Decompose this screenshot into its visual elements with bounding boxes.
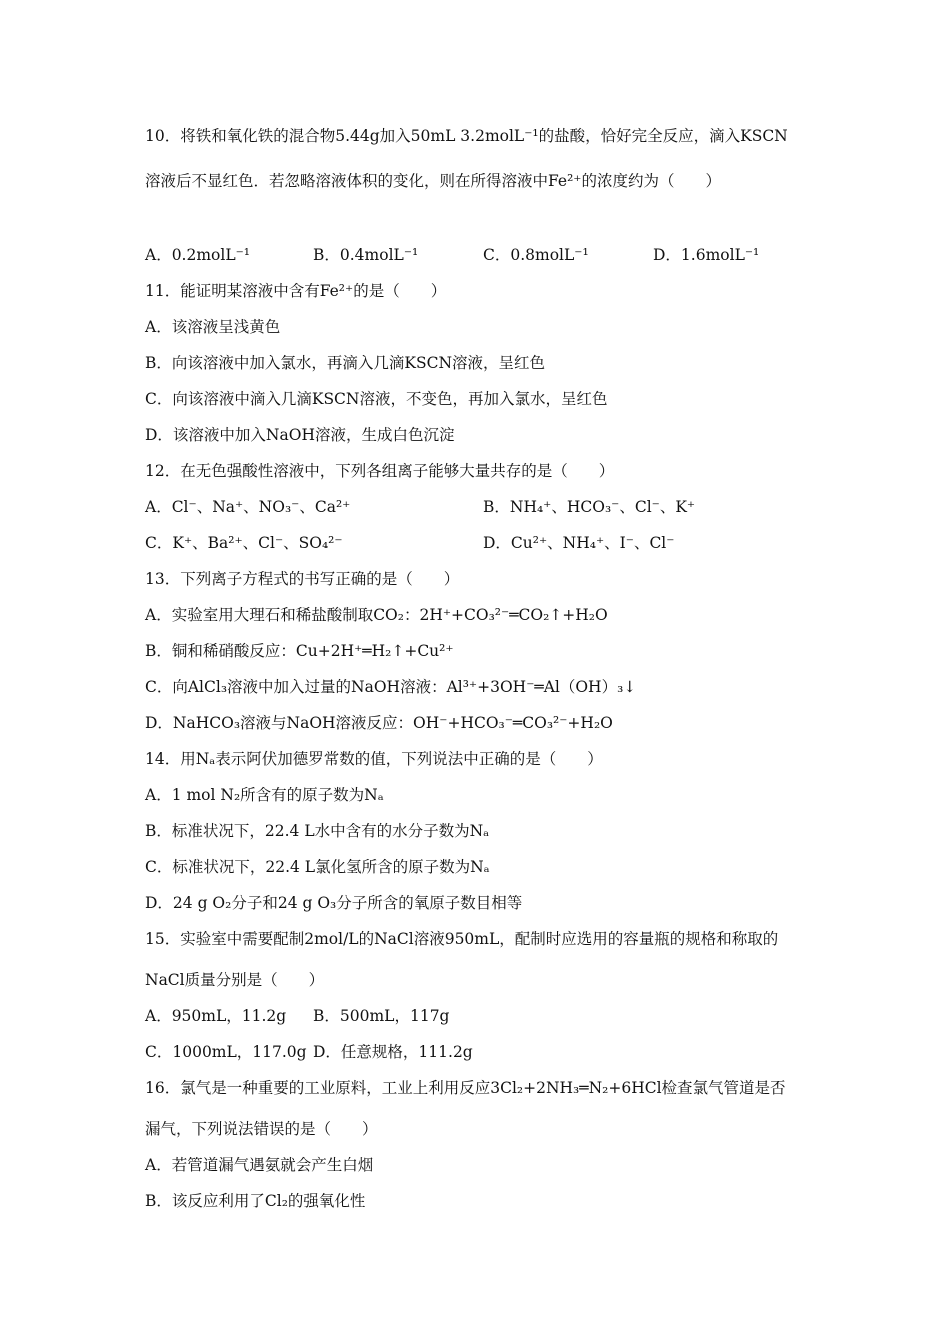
q16-stem-line1: 16．氯气是一种重要的工业原料，工业上利用反应3Cl₂+2NH₃═N₂+6HCl检查氯气管道是否 [145, 1079, 786, 1097]
q10-stem-line1: 10．将铁和氧化铁的混合物5.44g加入50mL 3.2molL⁻¹的盐酸，恰好完全反应，滴入KSCN [145, 127, 788, 145]
q15-option-c: C．1000mL，117.0g [145, 1043, 307, 1061]
q15-stem-line2: NaCl质量分别是（ ） [145, 971, 325, 989]
q16-stem-line2: 漏气，下列说法错误的是（ ） [145, 1120, 378, 1138]
q16-option-b: B．该反应利用了Cl₂的强氧化性 [145, 1192, 366, 1210]
q10-option-d: D．1.6molL⁻¹ [653, 246, 760, 264]
q11-stem: 11．能证明某溶液中含有Fe²⁺的是（ ） [145, 282, 447, 300]
q10-option-b: B．0.4molL⁻¹ [313, 246, 419, 264]
q14-option-a: A．1 mol N₂所含有的原子数为Nₐ [145, 786, 384, 804]
q16-option-a: A．若管道漏气遇氨就会产生白烟 [145, 1156, 374, 1174]
q12-stem: 12．在无色强酸性溶液中，下列各组离子能够大量共存的是（ ） [145, 462, 615, 480]
q10-option-c: C．0.8molL⁻¹ [483, 246, 589, 264]
q11-option-c: C．向该溶液中滴入几滴KSCN溶液，不变色，再加入氯水，呈红色 [145, 390, 608, 408]
q13-option-d: D．NaHCO₃溶液与NaOH溶液反应：OH⁻+HCO₃⁻═CO₃²⁻+H₂O [145, 714, 613, 732]
q13-option-a: A．实验室用大理石和稀盐酸制取CO₂：2H⁺+CO₃²⁻═CO₂↑+H₂O [145, 606, 608, 624]
q15-stem-line1: 15．实验室中需要配制2mol/L的NaCl溶液950mL，配制时应选用的容量瓶的规格和称取的 [145, 930, 779, 948]
q12-option-c: C．K⁺、Ba²⁺、Cl⁻、SO₄²⁻ [145, 534, 343, 552]
q13-stem: 13．下列离子方程式的书写正确的是（ ） [145, 570, 460, 588]
q11-option-d: D．该溶液中加入NaOH溶液，生成白色沉淀 [145, 426, 455, 444]
q12-option-d: D．Cu²⁺、NH₄⁺、I⁻、Cl⁻ [483, 534, 675, 552]
q14-option-d: D．24 g O₂分子和24 g O₃分子所含的氧原子数目相等 [145, 894, 523, 912]
q13-option-c: C．向AlCl₃溶液中加入过量的NaOH溶液：Al³⁺+3OH⁻═Al（OH）₃↓ [145, 678, 637, 696]
q11-option-b: B．向该溶液中加入氯水，再滴入几滴KSCN溶液，呈红色 [145, 354, 546, 372]
q12-option-b: B．NH₄⁺、HCO₃⁻、Cl⁻、K⁺ [483, 498, 696, 516]
q15-option-a: A．950mL，11.2g [145, 1007, 287, 1025]
q11-option-a: A．该溶液呈浅黄色 [145, 318, 281, 336]
q14-option-c: C．标准状况下，22.4 L氯化氢所含的原子数为Nₐ [145, 858, 490, 876]
q10-stem-line2: 溶液后不显红色．若忽略溶液体积的变化，则在所得溶液中Fe²⁺的浓度约为（ ） [145, 172, 721, 190]
q13-option-b: B．铜和稀硝酸反应：Cu+2H⁺═H₂↑+Cu²⁺ [145, 642, 454, 660]
q14-stem: 14．用Nₐ表示阿伏加德罗常数的值，下列说法中正确的是（ ） [145, 750, 603, 768]
q15-option-b: B．500mL，117g [313, 1007, 450, 1025]
q15-option-d: D．任意规格，111.2g [313, 1043, 473, 1061]
q12-option-a: A．Cl⁻、Na⁺、NO₃⁻、Ca²⁺ [145, 498, 351, 516]
q10-option-a: A．0.2molL⁻¹ [145, 246, 251, 264]
q14-option-b: B．标准状况下，22.4 L水中含有的水分子数为Nₐ [145, 822, 490, 840]
